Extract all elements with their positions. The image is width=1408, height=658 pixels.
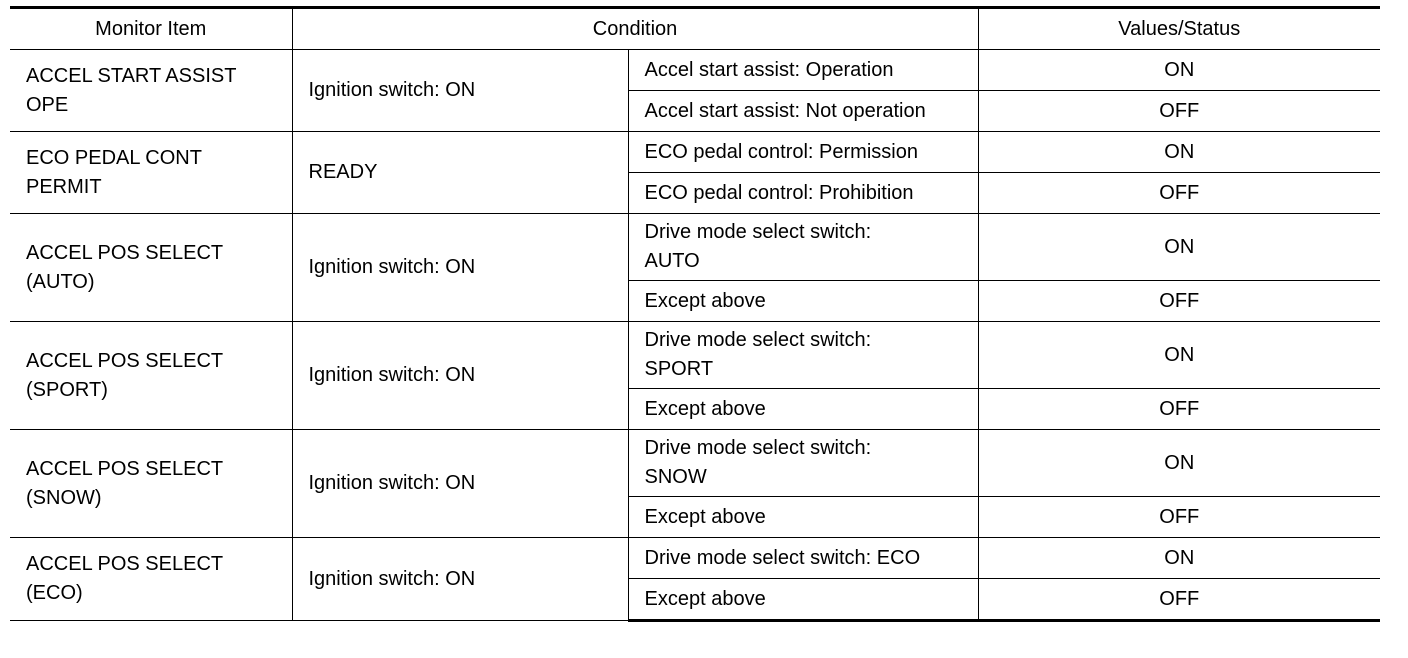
condition-cell: READY (292, 132, 628, 214)
sub-condition-line1: ECO pedal control: Permission (644, 140, 918, 163)
table-row (10, 538, 1380, 579)
sub-condition-cell (628, 132, 978, 173)
monitor-item-line2: (AUTO) (26, 270, 95, 293)
condition-cell: Ignition switch: ON (292, 538, 628, 621)
monitor-item-cell (10, 322, 292, 430)
status-value: OFF (978, 281, 1380, 322)
sub-condition-line1: Drive mode select switch: (644, 329, 872, 351)
status-value: OFF (978, 173, 1380, 214)
sub-condition-line1: Except above (644, 587, 766, 610)
status-value: ON (978, 214, 1380, 281)
monitor-table (10, 6, 1380, 622)
condition-cell: Ignition switch: ON (292, 50, 628, 132)
table-row (10, 132, 1380, 173)
sub-condition-line2: SNOW (644, 466, 707, 488)
sub-condition-line1: Accel start assist: Not operation (644, 99, 926, 122)
table-row (10, 50, 1380, 91)
monitor-item-line1: ACCEL POS SELECT (26, 349, 224, 372)
status-value: ON (978, 132, 1380, 173)
sub-condition-cell (628, 322, 978, 389)
sub-condition-line1: Drive mode select switch: (644, 221, 872, 243)
status-value: ON (978, 430, 1380, 497)
monitor-item-cell (10, 430, 292, 538)
status-value: OFF (978, 579, 1380, 621)
sub-condition-cell (628, 50, 978, 91)
header-values-status: Values/Status (978, 8, 1380, 50)
monitor-item-cell (10, 132, 292, 214)
status-value: ON (978, 322, 1380, 389)
condition-cell: Ignition switch: ON (292, 214, 628, 322)
sub-condition-line1: Except above (644, 289, 766, 312)
monitor-item-line2: (SPORT) (26, 378, 108, 401)
table-row (10, 214, 1380, 281)
monitor-item-line2: (SNOW) (26, 486, 102, 509)
status-value: ON (978, 538, 1380, 579)
sub-condition-line2: SPORT (644, 358, 714, 380)
monitor-item-line1: ACCEL POS SELECT (26, 553, 224, 575)
header-condition: Condition (292, 8, 978, 50)
condition-cell: Ignition switch: ON (292, 430, 628, 538)
monitor-item-line1: ECO PEDAL CONT (26, 146, 202, 169)
status-value: ON (978, 50, 1380, 91)
monitor-item-cell (10, 214, 292, 322)
sub-condition-line1: Except above (644, 397, 766, 420)
table-row (10, 430, 1380, 497)
sub-condition-line1: Except above (644, 505, 766, 528)
status-value: OFF (978, 91, 1380, 132)
sub-condition-line2: AUTO (644, 250, 700, 272)
sub-condition-cell (628, 91, 978, 132)
sub-condition-cell (628, 538, 978, 579)
sub-condition-cell (628, 430, 978, 497)
header-monitor-item: Monitor Item (10, 8, 292, 50)
sub-condition-line1: Drive mode select switch: ECO (644, 546, 921, 569)
sub-condition-cell (628, 389, 978, 430)
status-value: OFF (978, 497, 1380, 538)
header-row (10, 8, 1380, 50)
monitor-item-line2: (ECO) (26, 582, 83, 604)
monitor-item-cell (10, 50, 292, 132)
sub-condition-line1: ECO pedal control: Prohibition (644, 181, 914, 204)
sub-condition-cell (628, 497, 978, 538)
sub-condition-cell (628, 281, 978, 322)
sub-condition-cell (628, 173, 978, 214)
sub-condition-cell (628, 214, 978, 281)
sub-condition-cell (628, 579, 978, 621)
sub-condition-line1: Accel start assist: Operation (644, 58, 894, 81)
monitor-item-line1: ACCEL POS SELECT (26, 457, 224, 480)
condition-cell: Ignition switch: ON (292, 322, 628, 430)
table-row (10, 322, 1380, 389)
monitor-item-line1: ACCEL POS SELECT (26, 241, 224, 264)
status-value: OFF (978, 389, 1380, 430)
sub-condition-line1: Drive mode select switch: (644, 437, 872, 459)
monitor-item-line2: OPE (26, 93, 69, 116)
monitor-item-line2: PERMIT (26, 175, 102, 198)
monitor-item-cell (10, 538, 292, 621)
monitor-item-line1: ACCEL START ASSIST (26, 64, 237, 87)
